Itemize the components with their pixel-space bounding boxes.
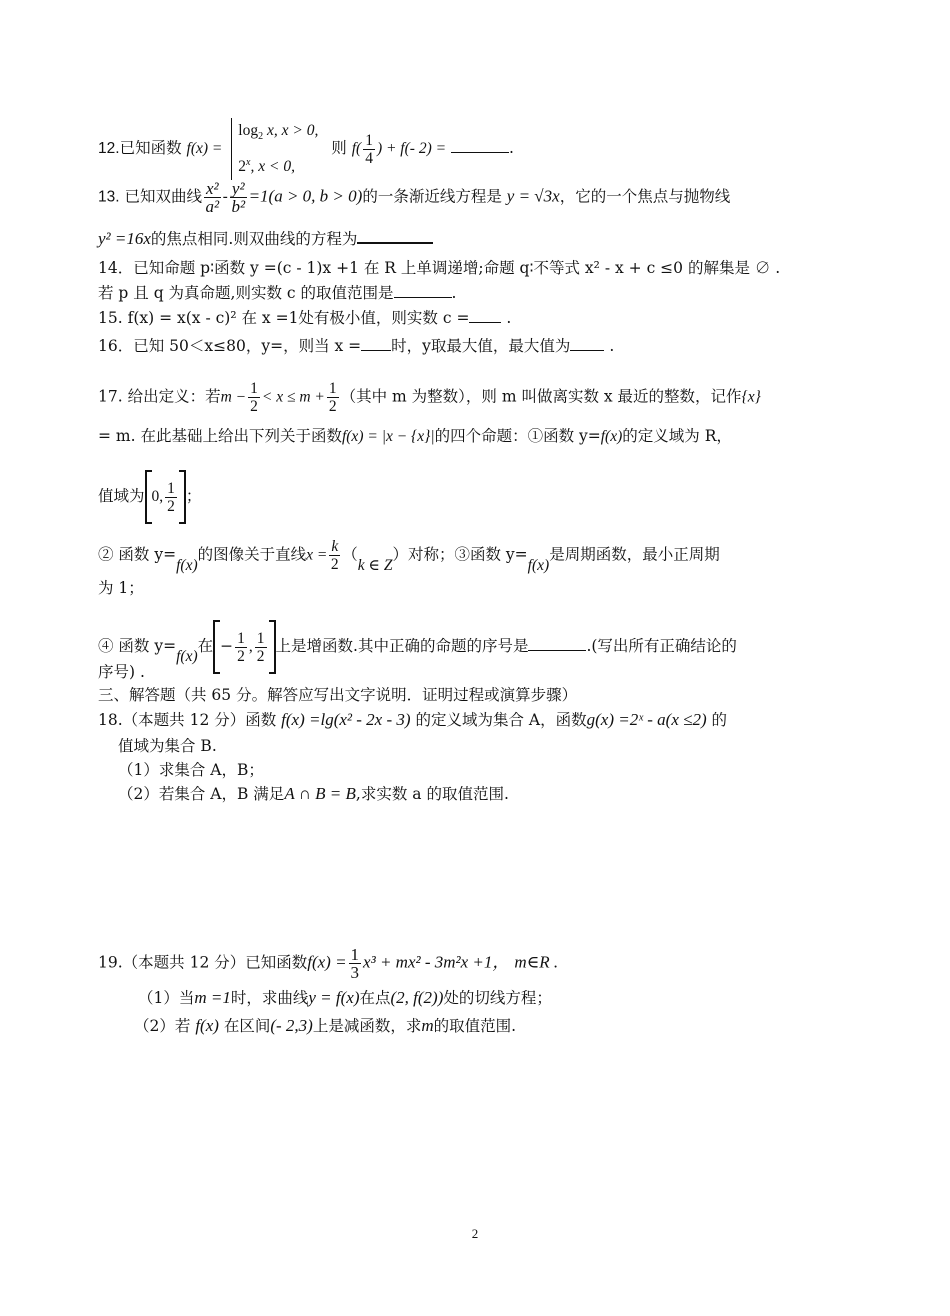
q19-third-den: 3	[350, 963, 360, 982]
q12-log: log	[238, 122, 259, 139]
q13-answer-blank	[357, 228, 433, 244]
q12-end: .	[509, 139, 514, 158]
q17-ph-num: 1	[256, 629, 265, 647]
question-19	[98, 946, 558, 981]
q19-line3-a: （2）若	[134, 1017, 191, 1035]
question-18	[98, 710, 727, 730]
q12-frac-num: 1	[365, 131, 373, 149]
q17-line2-a: = m. 在此基础上给出下列关于函数	[98, 427, 342, 445]
q17-line6-b: 在	[197, 637, 214, 655]
q18-line4	[118, 784, 509, 804]
question-13	[98, 180, 730, 215]
q13-asymptote: y = √3x	[506, 186, 560, 206]
q17-x-eq: x =	[306, 546, 328, 564]
q17-half2-den: 2	[328, 398, 337, 415]
q17-k-frac	[329, 538, 340, 573]
q19-line2-b: 时，求曲线	[230, 989, 309, 1007]
question-17-line4	[98, 538, 720, 573]
question-13-line2	[98, 228, 433, 249]
q19-m-in-r: m∈R .	[514, 952, 559, 972]
q17-line6-c: 上是增函数.其中正确的命题的序号是	[275, 637, 529, 655]
q14-line2: 若 p 且 q 为真命题,则实数 c 的取值范围是	[98, 284, 394, 302]
q17-line6-a: ④ 函数 y=	[98, 637, 177, 655]
q12-case2: , x < 0,	[250, 158, 295, 176]
q17-pos-half	[255, 630, 267, 665]
q18-line3-text: （1）求集合 A，B；	[118, 761, 264, 779]
q19-third	[349, 946, 362, 981]
question-17-line7	[98, 662, 145, 682]
q18-line3	[118, 760, 264, 780]
q19-line3	[134, 1016, 516, 1036]
q19-fx: f(x)	[195, 1016, 219, 1035]
q17-line3-end: ；	[185, 487, 202, 505]
q17-line4-e: 是周期函数，最小正周期	[549, 545, 720, 564]
q17-nh-den: 2	[237, 647, 245, 665]
q19-m: m	[421, 1016, 434, 1035]
q13-text-c: ，它的一个焦点与抛物线	[559, 187, 731, 206]
q16-text-b: 时，y取最大值，最大值为	[391, 337, 571, 355]
q12-number: 12.	[98, 140, 120, 158]
q15-answer-blank	[469, 308, 501, 323]
q17-bracket-x: {x}	[741, 388, 761, 406]
q16-text-a: 16．已知 50＜x≤80，y=，则当 x =	[98, 337, 362, 355]
q17-ih-den: 2	[167, 497, 175, 515]
q13-text-b: 的一条渐近线方程是	[362, 187, 502, 206]
q13-frac-x	[204, 180, 221, 215]
q12-fx: f(x) =	[186, 140, 223, 158]
q18-line2-text: 值域为集合 B.	[118, 737, 217, 755]
q18-set-eq: A ∩ B = B	[284, 784, 356, 803]
q19-third-num: 1	[350, 945, 360, 964]
q13-fy-den: b²	[231, 197, 246, 216]
q17-r-bracket-2	[269, 620, 276, 674]
q17-half2-num: 1	[328, 380, 337, 397]
q19-curve: y = f(x)	[308, 988, 360, 1007]
section-3-heading	[98, 685, 577, 705]
q17-half-1	[248, 380, 260, 415]
q17-nh-num: 1	[237, 629, 245, 647]
q16-blank-1	[361, 336, 391, 351]
question-14	[98, 258, 780, 278]
q17-ph-den: 2	[256, 647, 265, 665]
q17-ineq: < x ≤ m +	[261, 388, 325, 406]
q18-line1-b: 的定义域为集合 A，函数	[415, 711, 587, 729]
q17-line4-a: ② 函数 y=	[98, 545, 177, 564]
q17-fx-1: f(x)	[600, 428, 623, 445]
q17-m-minus: m −	[220, 388, 247, 406]
q19-line3-e: 上是减函数，求	[312, 1017, 422, 1035]
q14-answer-blank	[394, 283, 452, 298]
q19-line2-f: 处的切线方程；	[443, 989, 552, 1007]
q12-case1: x, x > 0,	[263, 122, 319, 139]
q17-ih-num: 1	[167, 479, 175, 497]
q13-fx-num: x²	[206, 179, 219, 198]
q13-fx-den: a²	[205, 197, 220, 216]
q18-line4-b: ,求实数 a 的取值范围.	[355, 785, 509, 803]
question-17-line5	[98, 578, 144, 598]
q19-line2-d: 在点	[359, 989, 391, 1007]
q18-line4-a: （2）若集合 A，B 满足	[118, 785, 285, 803]
q13-number: 13.	[98, 188, 120, 206]
q12-answer-blank	[451, 138, 509, 153]
q14-line1: 14．已知命题 p∶函数 y =(c - 1)x +1 在 R 上单调递增;命题 q∶不等式 x² - x + c ≤0 的解集是 ∅ .	[98, 259, 781, 277]
q12-pow-exp: x	[246, 157, 251, 169]
q18-g: g(x) =2ˣ - a(x ≤2)	[586, 710, 707, 729]
q13-fy-num: y²	[231, 179, 245, 198]
q19-f: f(x) =	[307, 952, 347, 972]
q12-pow: 2	[238, 158, 247, 176]
q18-line2	[118, 736, 217, 756]
question-17-line2	[98, 426, 732, 447]
q17-left-bracket	[145, 470, 152, 524]
question-15	[98, 308, 511, 328]
q17-line6-d: .(写出所有正确结论的	[586, 637, 737, 655]
q17-line1-c: （其中 m 为整数），则 m 叫做离实数 x 最近的整数，记作	[340, 387, 742, 406]
section3-text: 三、解答题（共 65 分。解答应写出文字说明．证明过程或演算步骤）	[98, 686, 578, 704]
q17-half-2	[327, 380, 339, 415]
q19-interval: (- 2,3)	[270, 1016, 313, 1035]
q17-fx-4: f(x)	[176, 648, 198, 665]
q17-fx-3: f(x)	[527, 556, 550, 574]
q12-cases	[231, 118, 318, 180]
q17-k-num: k	[331, 538, 339, 555]
q17-fx-2: f(x)	[176, 556, 198, 574]
q13-minus: -	[222, 187, 228, 206]
q17-neg: −	[220, 637, 234, 655]
q16-end: .	[604, 337, 615, 355]
q12-expr-b: ) + f(- 2) =	[376, 140, 447, 158]
question-14-line2	[98, 283, 456, 303]
q13-eq: =1(a > 0, b > 0)	[248, 186, 363, 206]
q19-line2	[138, 988, 552, 1008]
q12-expr-a: f(	[351, 140, 362, 158]
q19-m-eq: m =1	[194, 988, 231, 1007]
q17-answer-blank	[528, 636, 586, 651]
q17-interval-start: 0,	[151, 488, 164, 505]
page-number: 2	[471, 1226, 479, 1241]
q12-log-base: 2	[258, 131, 264, 143]
q15-end: .	[501, 309, 512, 327]
q19-line1-a: 19.（本题共 12 分）已知函数	[98, 953, 308, 972]
q17-k-in-z: k ∈ Z	[357, 556, 393, 574]
q17-k-den: 2	[330, 556, 339, 573]
q17-line3-a: 值域为	[98, 487, 145, 505]
q19-line3-g: 的取值范围.	[433, 1017, 517, 1035]
question-17-line6: ④ 函数 y=f(x)在 − $\frac{1}{2}$ , $\frac{1}{2}$ 上是增函数.其中正确的命题的序号是 .(写出所有正确结论的	[98, 620, 737, 674]
q18-f: f(x) =lg(x² - 2x - 3)	[281, 710, 411, 729]
q17-line2-c: 的定义域为 R，	[622, 427, 732, 445]
q17-line7: 序号) .	[98, 663, 145, 681]
question-17	[98, 380, 761, 415]
q19-point: (2, f(2))	[390, 988, 444, 1007]
q17-line2-b: 的四个命题：①函数 y=	[434, 427, 601, 445]
q12-text-b: 则	[331, 139, 347, 158]
q18-line1-a: 18.（本题共 12 分）函数	[98, 711, 277, 729]
q14-end: .	[451, 284, 457, 302]
question-12	[98, 118, 514, 180]
q12-text-a: 已知函数	[119, 139, 182, 158]
q17-line4-b: 的图像关于直线	[197, 545, 307, 564]
q19-poly: x³ + mx² - 3m²x +1，	[363, 952, 510, 972]
q13-parabola: y² =16x	[98, 229, 151, 248]
q13-frac-y	[230, 180, 247, 215]
q12-frac-den: 4	[365, 149, 373, 167]
q17-neg-half	[235, 630, 247, 665]
q17-line5: 为 1；	[98, 579, 144, 597]
q17-function: f(x) = |x − {x}|	[341, 428, 435, 445]
q12-frac	[363, 132, 375, 167]
q13-line2-text: 的焦点相同.则双曲线的方程为	[150, 230, 358, 248]
q13-text-a: 已知双曲线	[124, 187, 203, 206]
q17-line4-d: ）对称；③函数 y=	[392, 545, 528, 564]
q19-line2-a: （1）当	[138, 989, 195, 1007]
q17-line1-a: 17. 给出定义：若	[98, 387, 221, 406]
question-16	[98, 336, 614, 356]
q17-interval-half	[165, 480, 177, 515]
q17-half1-num: 1	[250, 380, 258, 397]
q18-line1-c: 的	[711, 711, 728, 729]
question-17-line3	[98, 470, 201, 524]
q17-right-bracket	[179, 470, 186, 524]
q16-blank-2	[570, 336, 604, 351]
q15-text: 15. f(x) = x(x - c)² 在 x =1处有极小值，则实数 c =	[98, 309, 470, 327]
q17-paren-open: （	[342, 545, 358, 564]
q19-line3-c: 在区间	[223, 1017, 271, 1035]
q17-half1-den: 2	[250, 398, 258, 415]
